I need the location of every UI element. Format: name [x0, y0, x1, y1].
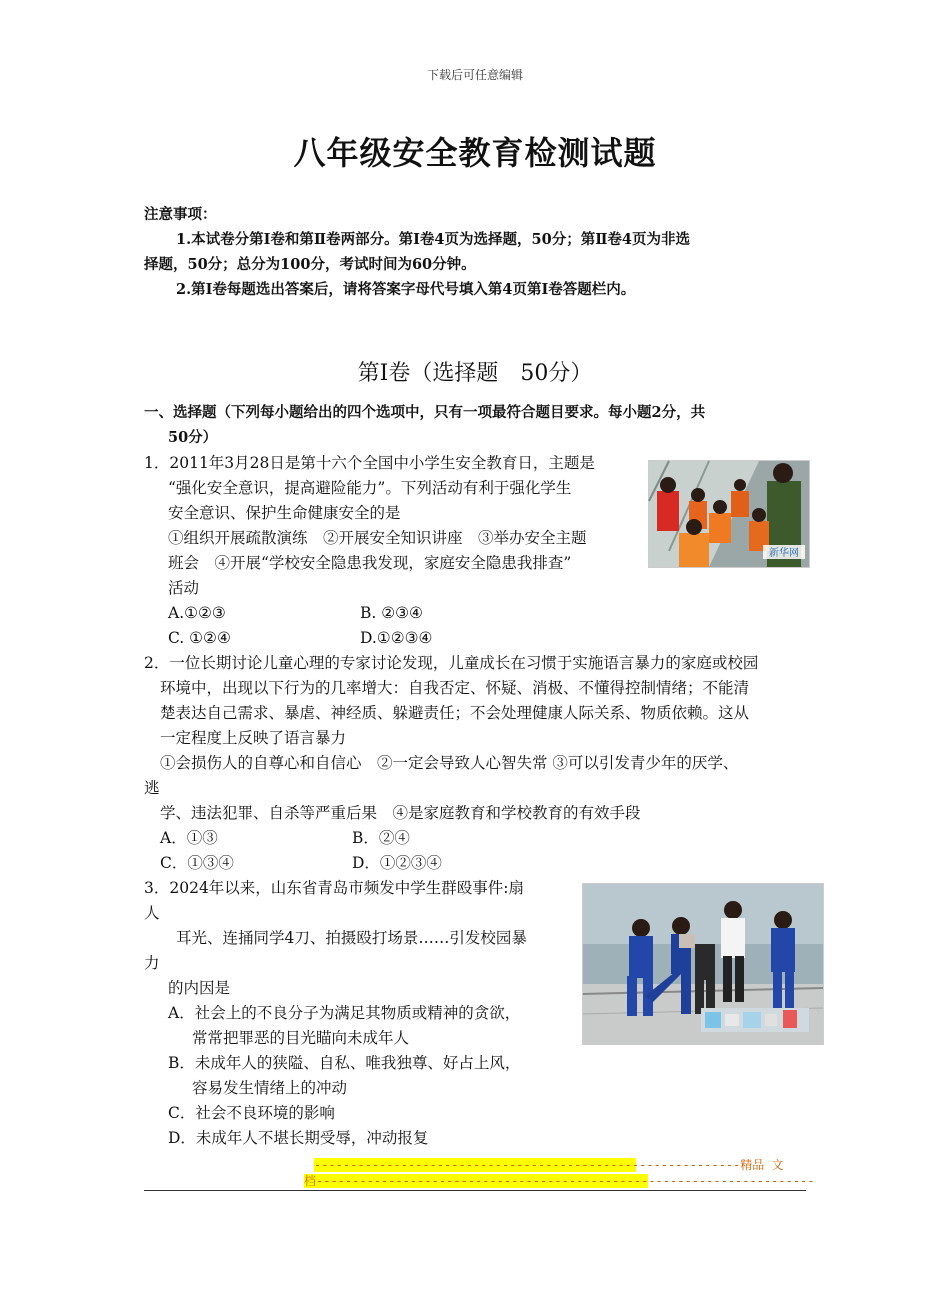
- q1-photo-evacuation-drill: [648, 460, 810, 568]
- q3-line: 耳光、连捅同学4刀、拍摄殴打场景……引发校园暴: [176, 929, 527, 947]
- notice-heading: 注意事项：: [144, 206, 217, 223]
- q2-line: 2．一位长期讨论儿童心理的专家讨论发现，儿童成长在习惯于实施语言暴力的家庭或校园: [144, 654, 759, 672]
- footer-divider: [144, 1190, 806, 1191]
- q3-option-b-cont: 容易发生情绪上的冲动: [192, 1079, 348, 1097]
- q1-line: ①组织开展疏散演练 ②开展安全知识讲座 ③举办安全主题: [168, 529, 587, 547]
- page-title: 八年级安全教育检测试题: [293, 134, 657, 172]
- q2-line: 一定程度上反映了语言暴力: [160, 729, 347, 747]
- photo-logo: 新华网: [769, 548, 799, 559]
- section-title: 第Ⅰ卷（选择题 50分）: [357, 361, 593, 386]
- q3-option-b: B．未成年人的狭隘、自私、唯我独尊、好占上风，: [168, 1054, 521, 1072]
- footer-highlight-line-2: 档---------------------------------------------------------------------: [304, 1174, 815, 1188]
- q2-line: 逃: [144, 779, 160, 797]
- q3-option-a-cont: 常常把罪恶的目光瞄向未成年人: [192, 1029, 410, 1047]
- q2-option-c: C．①③④: [160, 854, 234, 872]
- q3-line: 力: [144, 954, 160, 972]
- q2-line: ①会损伤人的自尊心和自信心 ②一定会导致人心智失常 ③可以引发青少年的厌学、: [160, 754, 739, 772]
- header-note: 下载后可任意编辑: [426, 68, 523, 82]
- q3-line: 的内因是: [168, 979, 231, 997]
- q2-option-a: A．①③: [160, 829, 218, 847]
- q2-line: 楚表达自己需求、暴虐、神经质、躲避责任；不会处理健康人际关系、物质依赖。这从: [160, 704, 750, 722]
- q1-option-c: C. ①②④: [168, 629, 231, 647]
- q1-line: 安全意识、保护生命健康安全的是: [168, 504, 401, 522]
- q2-option-b: B．②④: [352, 829, 410, 847]
- q1-line: 活动: [168, 579, 200, 597]
- q1-option-a: A.①②③: [168, 604, 226, 622]
- q3-line: 3．2024年以来，山东省青岛市频发中学生群殴事件:扇: [144, 879, 525, 897]
- q1-option-d: D.①②③④: [360, 629, 433, 647]
- q3-option-c: C．社会不良环境的影响: [168, 1104, 335, 1122]
- q2-line: 学、违法犯罪、自杀等严重后果 ④是家庭教育和学校教育的有效手段: [160, 804, 641, 822]
- q3-line: 人: [144, 904, 160, 922]
- notice-item-1-line-1: 1.本试卷分第Ⅰ卷和第Ⅱ卷两部分。第Ⅰ卷4页为选择题，50分；第Ⅱ卷4页为非选: [176, 231, 690, 248]
- q1-line: 班会 ④开展“学校安全隐患我发现，家庭安全隐患我排查”: [168, 554, 572, 572]
- footer-highlight-line-1: -----------------------------------------------------------精品 文: [314, 1158, 784, 1172]
- q2-line: 环境中，出现以下行为的几率增大：自我否定、怀疑、消极、不懂得控制情绪；不能清: [160, 679, 750, 697]
- q1-line: 1．2011年3月28日是第十六个全国中小学生安全教育日，主题是: [144, 454, 595, 472]
- q1-line: “强化安全意识，提高避险能力”。下列活动有利于强化学生: [168, 479, 572, 497]
- q1-option-b: B. ②③④: [360, 604, 423, 622]
- q3-option-d: D．未成年人不堪长期受辱，冲动报复: [168, 1129, 429, 1147]
- part-heading-line-2: 50分）: [168, 429, 218, 446]
- q3-photo-school-violence: [582, 883, 824, 1045]
- q3-option-a: A．社会上的不良分子为满足其物质或精神的贪欲，: [168, 1004, 521, 1022]
- q2-option-d: D．①②③④: [352, 854, 442, 872]
- notice-item-2: 2.第Ⅰ卷每题选出答案后，请将答案字母代号填入第4页第Ⅰ卷答题栏内。: [176, 281, 636, 298]
- part-heading-line-1: 一、选择题（下列每小题给出的四个选项中，只有一项最符合题目要求。每小题2分，共: [144, 404, 706, 421]
- notice-item-1-line-2: 择题，50分；总分为100分，考试时间为60分钟。: [144, 256, 476, 273]
